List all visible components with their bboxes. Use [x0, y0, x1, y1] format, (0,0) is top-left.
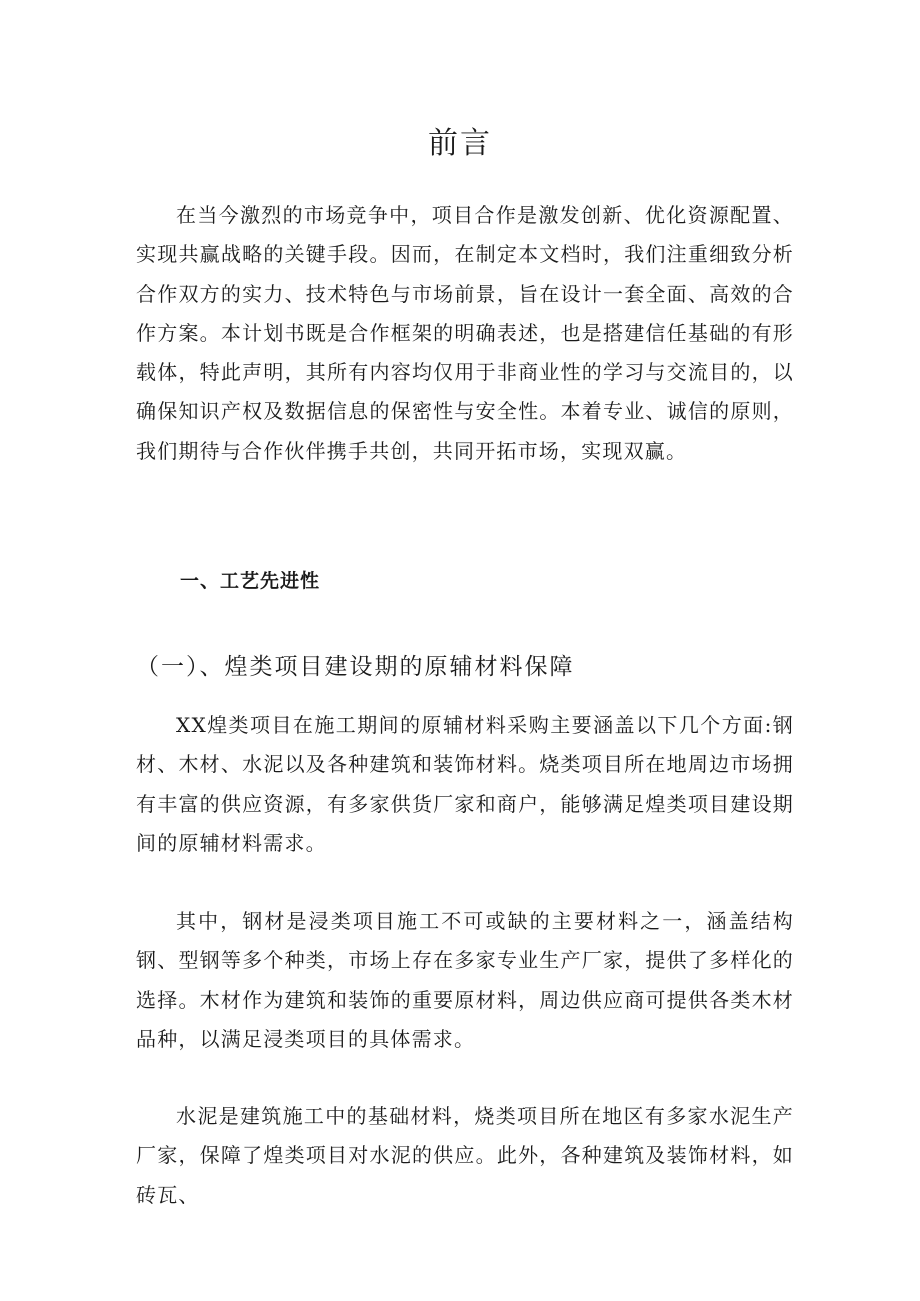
body-paragraph-steel-wood: 其中，钢材是浸类项目施工不可或缺的主要材料之一，涵盖结构钢、型钢等多个种类，市场上存在多家专业生产厂家，提供了多样化的选择。木材作为建筑和装饰的重要原材料，周边供应商可提供各类木材品种，以满足浸类项目的具体需求。 [136, 909, 794, 1051]
preface-paragraph: 在当今激烈的市场竞争中，项目合作是激发创新、优化资源配置、实现共赢战略的关键手段。因而，在制定本文档时，我们注重细致分析合作双方的实力、技术特色与市场前景，旨在设计一套全面、高效的合作方案。本计划书既是合作框架的明确表述，也是搭建信任基础的有形载体，特此声明，其所有内容均仅用于非商业性的学习与交流目的，以确保知识产权及数据信息的保密性与安全性。本着专业、诚信的原则，我们期待与合作伙伴携手共创，共同开拓市场，实现双赢。 [136, 203, 794, 463]
section-heading: 一、工艺先进性 [180, 570, 321, 592]
body-paragraph-materials-overview: XX煌类项目在施工期间的原辅材料采购主要涵盖以下几个方面:钢材、木材、水泥以及各种建筑和装饰材料。烧类项目所在地周边市场拥有丰富的供应资源，有多家供货厂家和商户，能够满足煌类项目建设期间的原辅材料需求。 [136, 713, 794, 855]
subsection-heading: （一）、煌类项目建设期的原辅材料保障 [136, 654, 575, 680]
body-paragraph-cement: 水泥是建筑施工中的基础材料，烧类项目所在地区有多家水泥生产厂家，保障了煌类项目对水泥的供应。此外，各种建筑及装饰材料，如砖瓦、 [136, 1104, 794, 1207]
document-title: 前言 [428, 126, 492, 161]
